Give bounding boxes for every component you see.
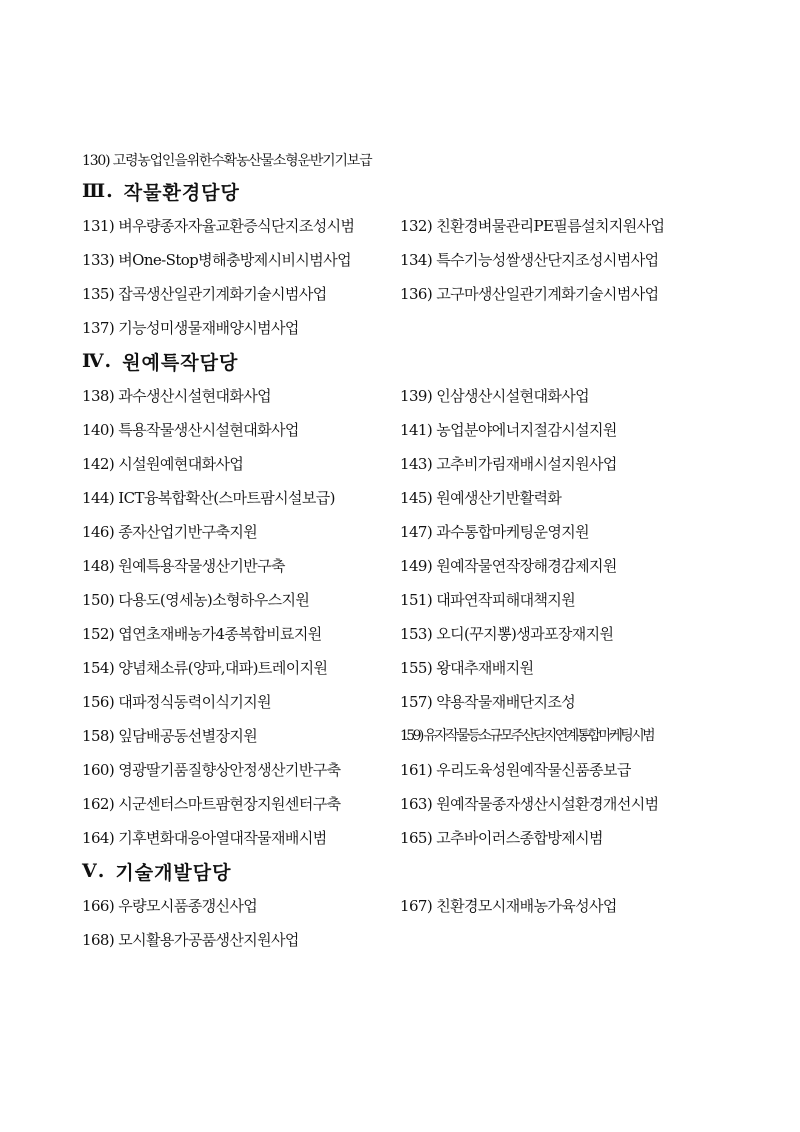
list-item: 161) 우리도육성원예작물신품종보급 [400, 760, 631, 779]
list-row [82, 922, 722, 956]
document-page [82, 146, 722, 956]
list-item: 162) 시군센터스마트팜현장지원센터구축 [82, 794, 341, 813]
list-item: 156) 대파정식동력이식기지원 [82, 692, 272, 711]
list-item: 135) 잡곡생산일관기계화기술시범사업 [82, 284, 327, 303]
list-item: 157) 약용작물재배단지조성 [400, 692, 576, 711]
list-row [82, 718, 722, 752]
list-item: 164) 기후변화대응아열대작물재배시범 [82, 828, 327, 847]
list-item: 140) 특용작물생산시설현대화사업 [82, 420, 299, 439]
list-item: 166) 우량모시품종갱신사업 [82, 896, 258, 915]
section-number: Ⅳ. [82, 350, 113, 372]
list-item: 142) 시설원예현대화사업 [82, 454, 244, 473]
list-item: 138) 과수생산시설현대화사업 [82, 386, 272, 405]
list-item: 158) 잎담배공동선별장지원 [82, 726, 258, 745]
list-item: 165) 고추바이러스종합방제시범 [400, 828, 603, 847]
list-row [82, 446, 722, 480]
list-row [82, 888, 722, 922]
section-heading-5 [82, 854, 722, 888]
list-item: 141) 농업분야에너지절감시설지원 [400, 420, 617, 439]
list-item-130: 130) 고령농업인을위한수확농산물소형운반기기보급 [82, 153, 372, 169]
list-item: 131) 벼우량종자자율교환증식단지조성시범 [82, 216, 355, 235]
section-title: 원예특작담당 [122, 351, 239, 374]
list-item: 154) 양념채소류(양파,대파)트레이지원 [82, 658, 328, 677]
section-number: Ⅴ. [82, 860, 106, 882]
section-title: 기술개발담당 [115, 861, 232, 884]
list-item: 167) 친환경모시재배농가육성사업 [400, 896, 617, 915]
list-row [82, 514, 722, 548]
list-item: 149) 원예작물연작장해경감제지원 [400, 556, 617, 575]
section-heading-4 [82, 344, 722, 378]
list-row [82, 752, 722, 786]
list-row [82, 276, 722, 310]
list-item: 134) 특수기능성쌀생산단지조성시범사업 [400, 250, 659, 269]
list-item: 153) 오디(꾸지뽕)생과포장재지원 [400, 624, 614, 643]
list-item: 155) 왕대추재배지원 [400, 658, 534, 677]
list-item: 146) 종자산업기반구축지원 [82, 522, 258, 541]
section-title: 작물환경담당 [123, 181, 240, 204]
list-item: 150) 다용도(영세농)소형하우스지원 [82, 590, 310, 609]
list-item: 136) 고구마생산일관기계화기술시범사업 [400, 284, 659, 303]
list-item: 133) 벼One-Stop병해충방제시비시범사업 [82, 250, 351, 269]
list-row [82, 378, 722, 412]
list-row [82, 548, 722, 582]
list-item: 143) 고추비가림재배시설지원사업 [400, 454, 617, 473]
list-row [82, 650, 722, 684]
list-item: 137) 기능성미생물재배양시범사업 [82, 318, 299, 337]
list-item: 168) 모시활용가공품생산지원사업 [82, 930, 299, 949]
list-item: 139) 인삼생산시설현대화사업 [400, 386, 590, 405]
list-item: 152) 엽연초재배농가4종복합비료지원 [82, 624, 322, 643]
list-row [82, 786, 722, 820]
list-row [82, 208, 722, 242]
section-heading-3 [82, 174, 722, 208]
list-item: 144) ICT융복합확산(스마트팜시설보급) [82, 488, 335, 507]
list-row [82, 820, 722, 854]
list-item: 145) 원예생산기반활력화 [400, 488, 562, 507]
list-item: 148) 원예특용작물생산기반구축 [82, 556, 285, 575]
list-row [82, 480, 722, 514]
list-item: 132) 친환경벼물관리PE필름설치지원사업 [400, 216, 665, 235]
list-row [82, 412, 722, 446]
list-row [82, 242, 722, 276]
list-row [82, 582, 722, 616]
list-item: 151) 대파연작피해대책지원 [400, 590, 576, 609]
list-row [82, 310, 722, 344]
list-row [82, 684, 722, 718]
list-row [82, 616, 722, 650]
list-item: 160) 영광딸기품질향상안정생산기반구축 [82, 760, 341, 779]
list-item: 163) 원예작물종자생산시설환경개선시범 [400, 794, 659, 813]
list-item: 147) 과수통합마케팅운영지원 [400, 522, 590, 541]
list-item: 159) 유자작물등소규모주산단지연계통합마케팅시범 [400, 728, 654, 744]
section-number: Ⅲ. [82, 180, 114, 202]
